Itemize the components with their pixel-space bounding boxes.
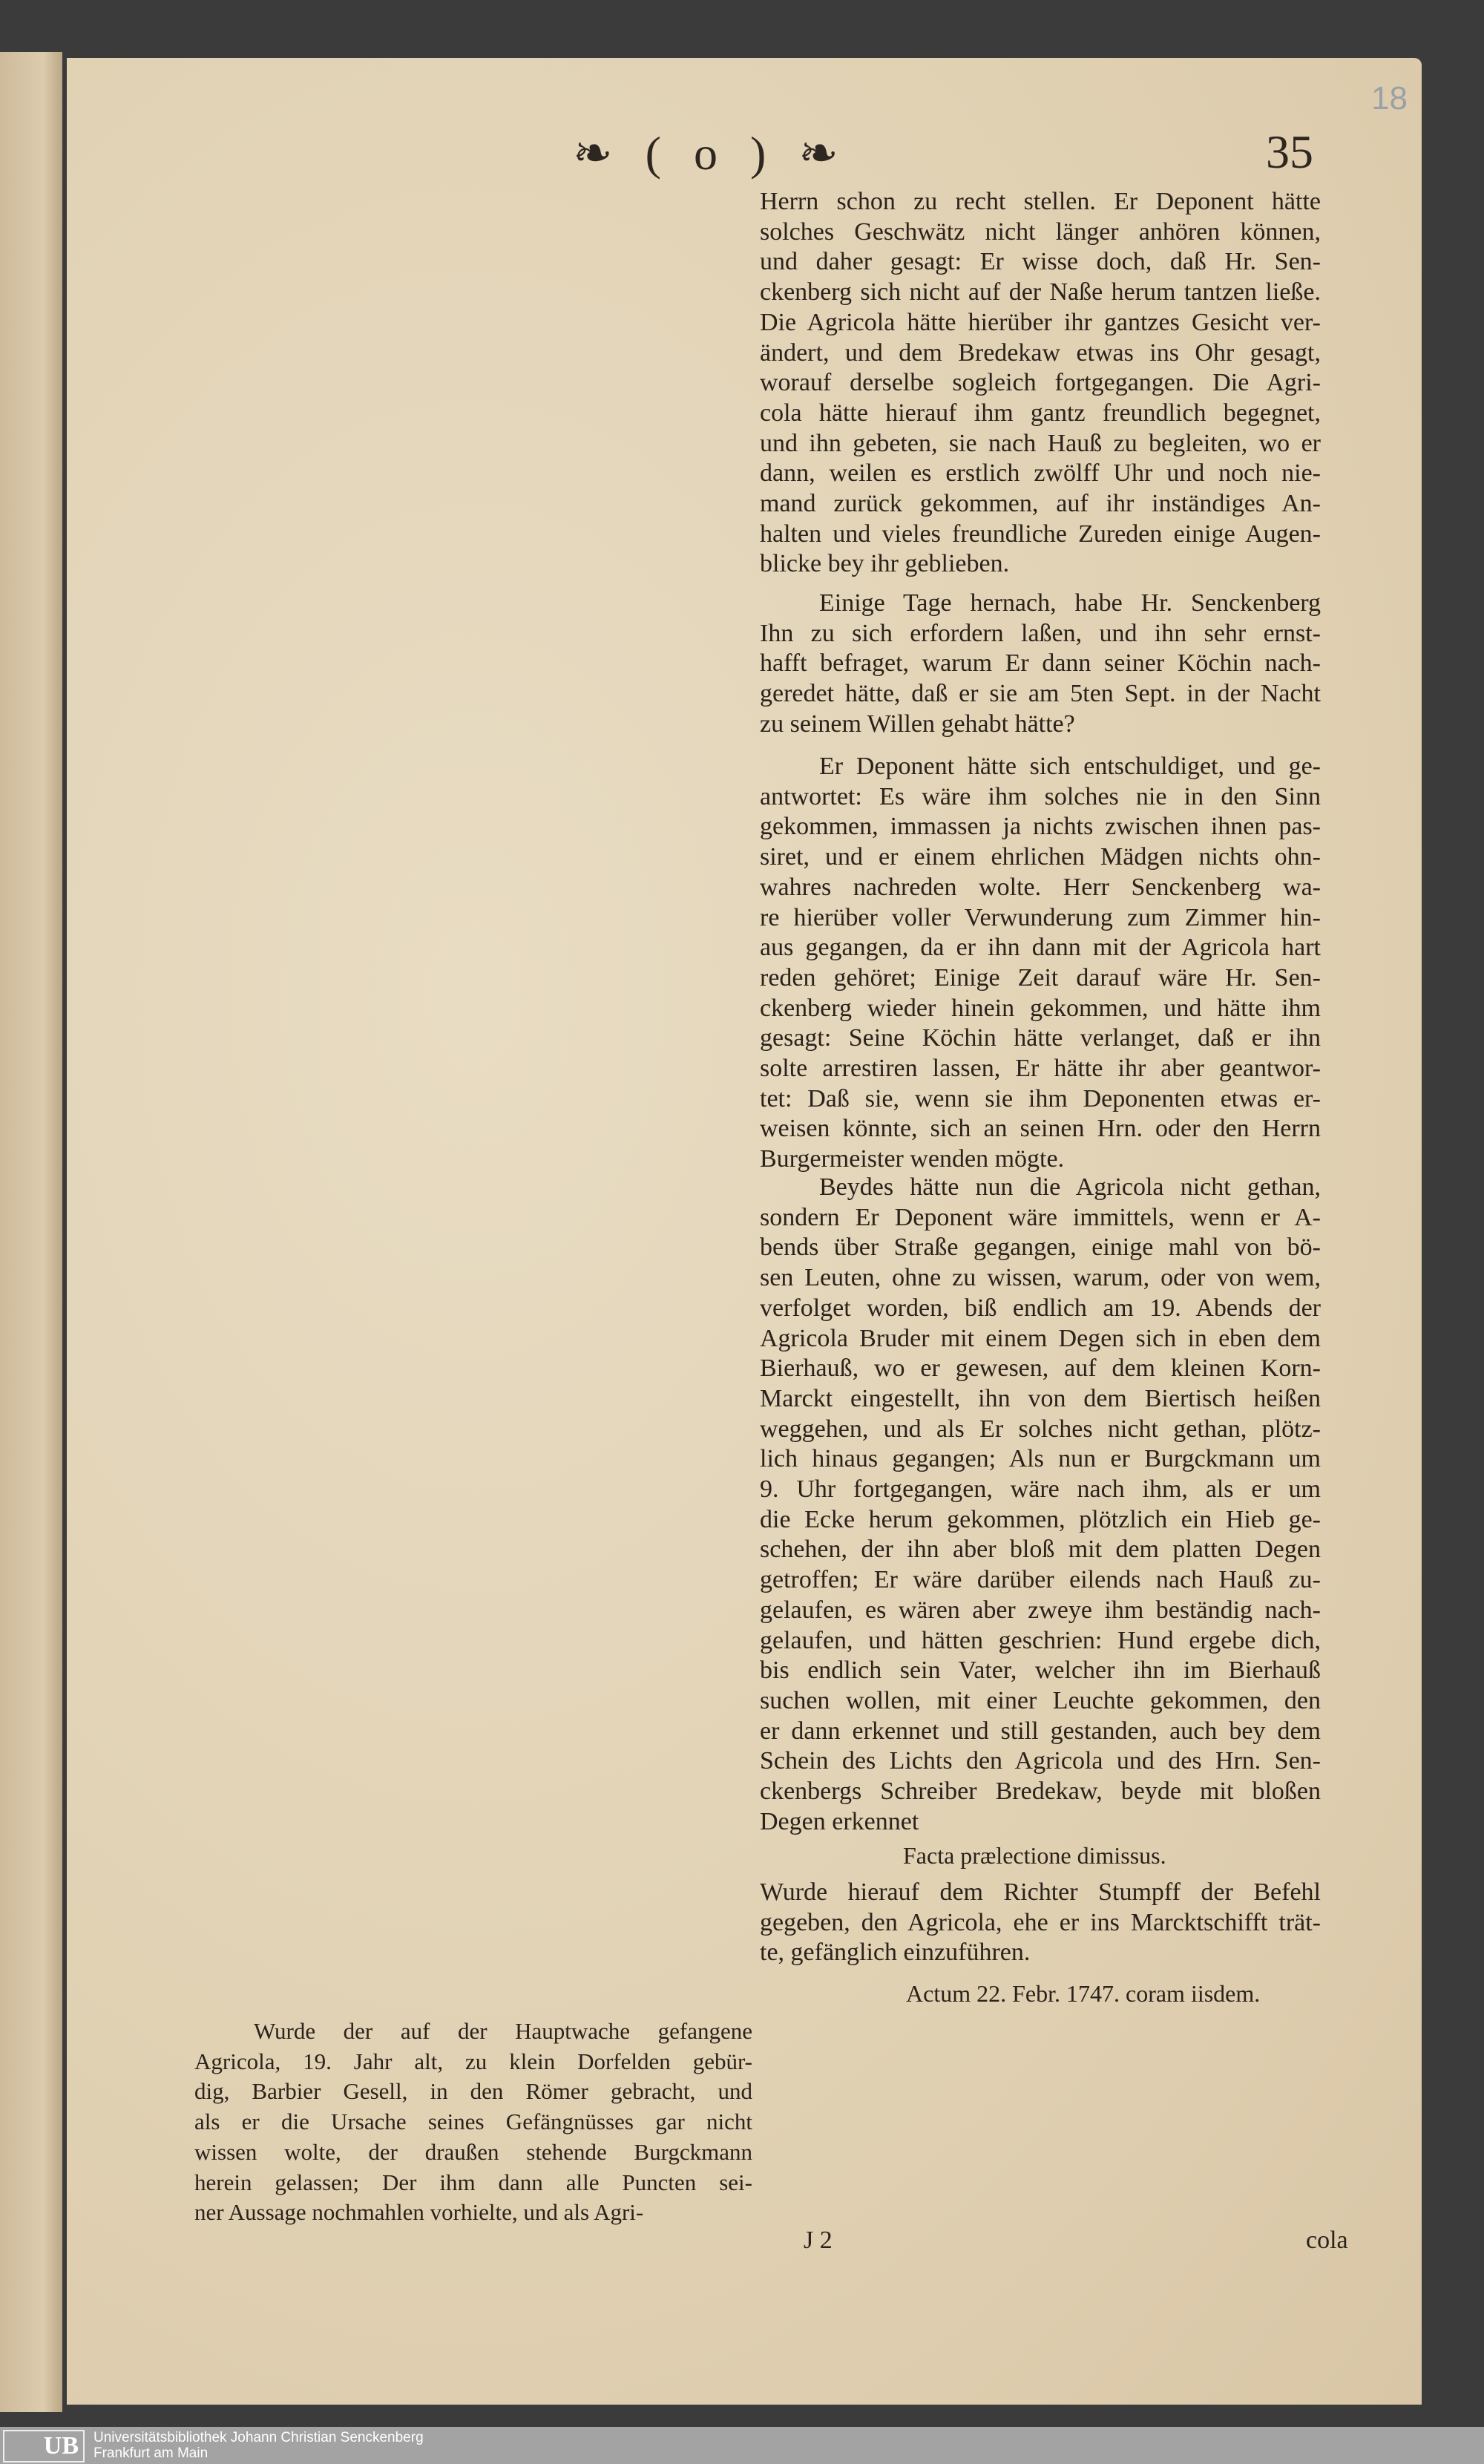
text-line: und ihn gebeten, sie nach Hauß zu begleiten, wo er (760, 429, 1321, 457)
paragraph (760, 589, 1321, 740)
text-line: Einige Tage hernach, habe Hr. Senckenberg (819, 589, 1321, 617)
text-line: suchen wollen, mit einer Leuchte gekommen, den (760, 1686, 1321, 1714)
text-line: cola hätte hierauf ihm gantz freundlich begegnet, (760, 399, 1321, 427)
text-line: Die Agricola hätte hierüber ihr gantzes Gesicht ver- (760, 308, 1321, 336)
text-line: halten und vieles freundliche Zureden einige Augen- (760, 520, 1321, 548)
text-line: re hierüber voller Verwunderung zum Zimmer hin- (760, 903, 1321, 931)
text-line: gelaufen, und hätten geschrien: Hund ergebe dich, (760, 1626, 1321, 1654)
text-line: ner Aussage nochmahlen vorhielte, und als Agri- (194, 2199, 644, 2226)
text-line: sen Leuten, ohne zu wissen, warum, oder von wem, (760, 1264, 1321, 1292)
text-line: wissen wolte, der draußen stehende Burgckmann (194, 2138, 752, 2165)
library-name-line1: Universitätsbibliothek Johann Christian Senckenberg (93, 2430, 424, 2445)
text-line: aus gegangen, da er ihn dann mit der Agricola hart (760, 934, 1321, 962)
text-line: ckenbergs Schreiber Bredekaw, beyde mit bloßen (760, 1777, 1321, 1806)
text-line: blicke bey ihr geblieben. (760, 550, 1010, 578)
text-line: Burgermeister wenden mögte. (760, 1145, 1065, 1173)
text-line: hafft befraget, warum Er dann seiner Köchin nach- (760, 649, 1321, 678)
text-line: Agricola, 19. Jahr alt, zu klein Dorfelden gebür- (194, 2048, 752, 2074)
library-footer (0, 2427, 1484, 2464)
paragraph (760, 187, 1321, 580)
catchword: cola (1306, 2227, 1348, 2254)
text-line: die Ecke herum gekommen, plötzlich ein Hieb ge- (760, 1505, 1321, 1533)
text-line: reden gehöret; Einige Zeit darauf wäre Hr. Sen- (760, 963, 1321, 992)
text-line: gesagt: Seine Köchin hätte verlanget, daß er ihn (760, 1024, 1321, 1052)
page-number: 35 (1266, 125, 1313, 178)
text-line: weggehen, und als Er solches nicht gethan, plötz- (760, 1415, 1321, 1443)
text-line: Schein des Lichts den Agricola und des Hrn. Sen- (760, 1747, 1321, 1775)
text-line: ckenberg wieder hinein gekommen, und hätte ihm (760, 994, 1321, 1022)
facta-line: Facta prælectione dimissus. (903, 1842, 1166, 1869)
text-line: Wurde der auf der Hauptwache gefangene (254, 2018, 752, 2044)
paragraph (760, 752, 1321, 1175)
signature-mark: J 2 (804, 2227, 833, 2254)
text-line: wahres nachreden wolte. Herr Senckenberg wa- (760, 873, 1321, 901)
text-line: gelaufen, es wären aber zweye ihm beständig nach- (760, 1596, 1321, 1624)
text-line: als er die Ursache seines Gefängnüsses gar nicht (194, 2109, 752, 2135)
paragraph (194, 2016, 752, 2228)
text-line: tet: Daß sie, wenn sie ihm Deponenten etwas er- (760, 1084, 1321, 1113)
ub-logo: UB (3, 2430, 85, 2463)
text-line: Degen erkennet (760, 1807, 919, 1835)
text-line: verfolget worden, biß endlich am 19. Abends der (760, 1294, 1321, 1322)
text-line: er dann erkennet und still gestanden, auch bey dem (760, 1717, 1321, 1745)
library-name-line2: Frankfurt am Main (93, 2445, 209, 2461)
paragraph (760, 1878, 1321, 1968)
text-line: Wurde hierauf dem Richter Stumpff der Befehl (760, 1878, 1321, 1906)
text-line: Beydes hätte nun die Agricola nicht gethan, (819, 1173, 1321, 1201)
text-line: te, gefänglich einzuführen. (760, 1939, 1031, 1967)
text-line: weisen könnte, sich an seinen Hrn. oder den Herrn (760, 1115, 1321, 1143)
text-line: Herrn schon zu recht stellen. Er Deponent hätte (760, 188, 1321, 215)
text-line: Agricola Bruder mit einem Degen sich in eben dem (760, 1324, 1321, 1352)
text-line: Ihn zu sich erfordern laßen, und ihn sehr ernst- (760, 619, 1321, 647)
text-line: gekommen, immassen ja nichts zwischen ihnen pas- (760, 813, 1321, 841)
pencil-folio-number: 18 (1371, 80, 1408, 117)
text-line: schehen, der ihn aber bloß mit dem platten Degen (760, 1536, 1321, 1564)
text-line: sondern Er Deponent wäre immittels, wenn er A- (760, 1203, 1321, 1231)
text-line: geredet hätte, daß er sie am 5ten Sept. in der Nacht (760, 680, 1321, 708)
text-line: dann, weilen es erstlich zwölff Uhr und noch nie- (760, 459, 1321, 488)
library-name (93, 2430, 424, 2461)
text-line: lich hinaus gegangen; Als nun er Burgckmann um (760, 1445, 1321, 1473)
paragraph (760, 1173, 1321, 1837)
actum-line: Actum 22. Febr. 1747. coram iisdem. (906, 1980, 1261, 2007)
text-line: Bierhauß, wo er gewesen, auf dem kleinen Korn- (760, 1354, 1321, 1383)
text-line: herein gelassen; Der ihm dann alle Puncten sei- (194, 2169, 752, 2195)
text-line: Er Deponent hätte sich entschuldiget, und ge- (819, 753, 1321, 780)
previous-page-edge (0, 52, 62, 2412)
text-line: 9. Uhr fortgegangen, wäre nach ihm, als er um (760, 1475, 1321, 1504)
text-line: solte arrestiren lassen, Er hätte ihr aber geantwor- (760, 1055, 1321, 1083)
text-line: getroffen; Er wäre darüber eilends nach Hauß zu- (760, 1566, 1321, 1594)
text-line: worauf derselbe sogleich fortgegangen. Die Agri- (760, 369, 1321, 397)
text-line: solches Geschwätz nicht länger anhören können, (760, 217, 1321, 246)
text-line: bends über Straße gegangen, einige mahl von bö- (760, 1233, 1321, 1262)
text-line: und daher gesagt: Er wisse doch, daß Hr. Sen- (760, 248, 1321, 276)
text-line: Marckt eingestellt, ihn von dem Biertisch heißen (760, 1384, 1321, 1412)
header-ornament: ❧ ( o ) ❧ (573, 127, 849, 180)
text-line: bis endlich sein Vater, welcher ihn im Bierhauß (760, 1657, 1321, 1685)
text-line: ändert, und dem Bredekaw etwas ins Ohr gesagt, (760, 338, 1321, 367)
text-line: gegeben, den Agricola, ehe er ins Marcktschifft trät- (760, 1908, 1321, 1936)
text-line: mand zurück gekommen, auf ihr inständiges An- (760, 490, 1321, 518)
text-line: siret, und er einem ehrlichen Mädgen nichts ohn- (760, 843, 1321, 871)
text-line: antwortet: Es wäre ihm solches nie in den Sinn (760, 782, 1321, 810)
text-line: zu seinem Willen gehabt hätte? (760, 710, 1075, 738)
text-line: ckenberg sich nicht auf der Naße herum tantzen ließe. (760, 278, 1321, 307)
text-line: dig, Barbier Gesell, in den Römer gebracht, und (194, 2078, 752, 2105)
